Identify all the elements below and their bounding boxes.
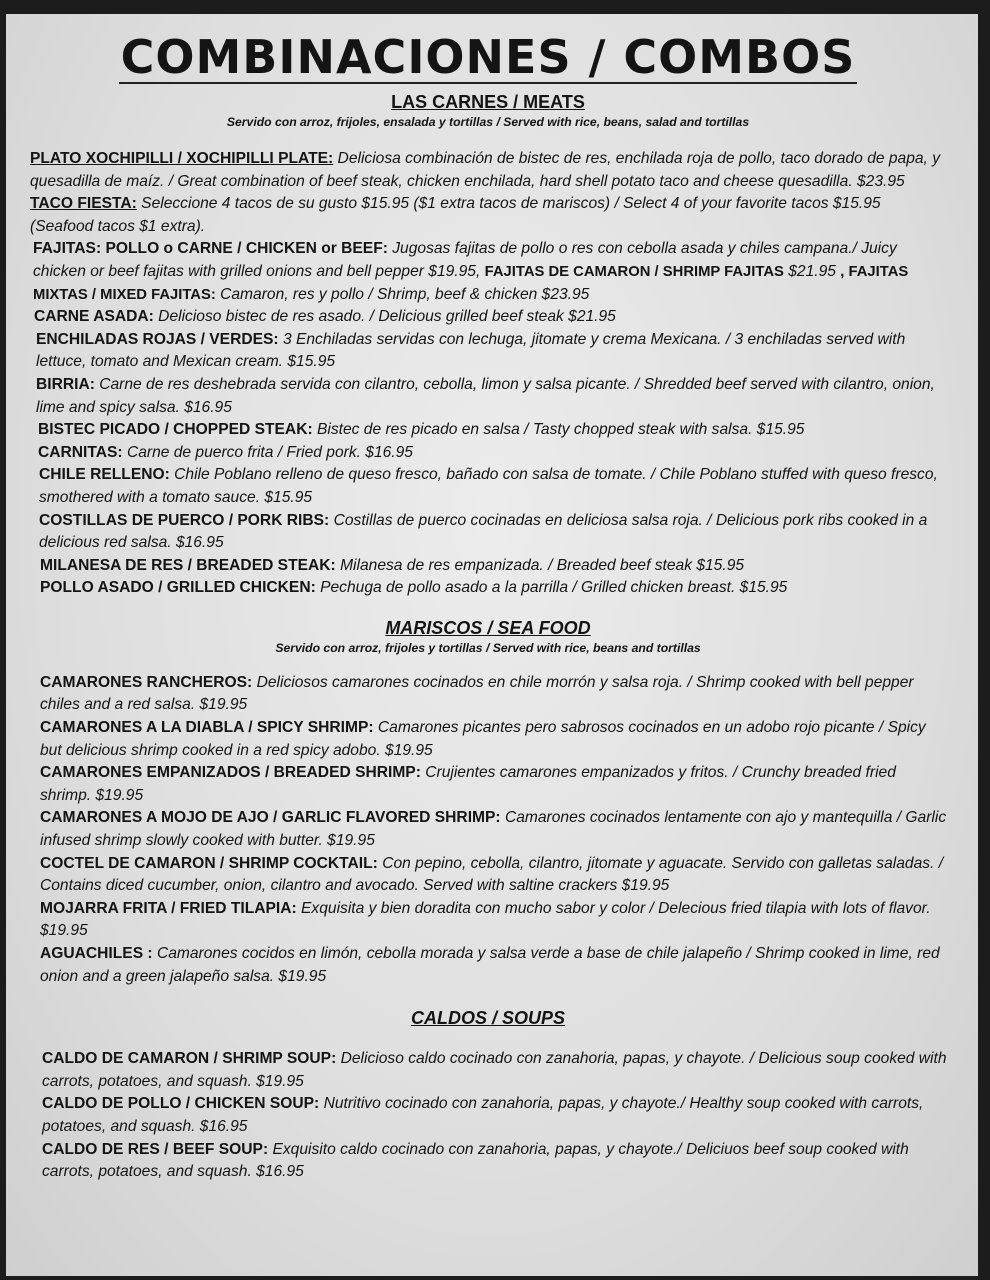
item-name: CAMARONES A MOJO DE AJO / GARLIC FLAVORED SHRIMP: — [40, 809, 501, 827]
menu-page — [6, 14, 978, 1276]
item-name: MOJARRA FRITA / FRIED TILAPIA: — [40, 899, 297, 917]
menu-item — [30, 193, 948, 238]
item-name: BIRRIA: — [36, 375, 95, 393]
menu-item — [30, 419, 948, 442]
meats-subheading: Servido con arroz, frijoles, ensalada y tortillas / Served with rice, beans, salad and tortillas — [226, 115, 750, 129]
menu-item — [30, 329, 948, 374]
item-desc: 3 Enchiladas servidas con lechuga, jitomate y crema Mexicana. / 3 enchiladas served with lettuce, tomato and Mexican cream. $15.95 — [36, 330, 906, 371]
item-name: CAMARONES EMPANIZADOS / BREADED SHRIMP: — [40, 764, 421, 782]
menu-item — [40, 943, 948, 988]
item-desc: Nutritivo cocinado con zanahoria, papas, y chayote./ Healthy soup cooked with carrots, potatoes, and squash. $16.95 — [42, 1095, 924, 1135]
meats-list — [28, 148, 948, 600]
item-name: FAJITAS: POLLO o CARNE / CHICKEN or BEEF: — [33, 240, 388, 258]
item-name: AGUACHILES : — [40, 945, 153, 962]
menu-item — [42, 1093, 948, 1138]
item-desc: Jugosas fajitas de pollo o res con cebolla asada y chiles campana./ Juicy chicken or beef fajitas with grilled onions and bell pepper $19.95, — [33, 240, 897, 280]
item-name: CARNITAS: — [38, 443, 123, 461]
item-desc: Milanesa de res empanizada. / Breaded beef steak $15.95 — [335, 556, 745, 574]
menu-item — [30, 442, 948, 465]
item-desc: Costillas de puerco cocinadas en deliciosa salsa roja. / Delicious pork ribs cooked in a delicious red salsa. $16.95 — [39, 511, 928, 552]
item-name: PLATO XOCHIPILLI / XOCHIPILLI PLATE: — [30, 150, 334, 167]
item-name: TACO FIESTA: — [30, 195, 137, 213]
menu-item — [30, 555, 948, 578]
item-name: CARNE ASADA: — [34, 308, 154, 326]
menu-item — [30, 238, 948, 306]
item-desc: Camarones picantes pero sabrosos cocinados en un adobo rojo picante / Spicy but delicious shrimp cooked in a red spicy adobo. $19.95 — [40, 719, 926, 759]
item-name: COSTILLAS DE PUERCO / PORK RIBS: — [39, 511, 330, 529]
item-desc-tertiary: Camaron, res y pollo / Shrimp, beef & chicken $23.95 — [215, 285, 590, 303]
item-name: CAMARONES A LA DIABLA / SPICY SHRIMP: — [40, 719, 374, 737]
item-desc: Crujientes camarones empanizados y fritos. / Crunchy breaded fried shrimp. $19.95 — [40, 764, 896, 804]
menu-item — [42, 1048, 948, 1093]
item-desc: Con pepino, cebolla, cilantro, jitomate y aguacate. Servido con galletas saladas. / Contains diced cucumber, onion, cilantro and avocado. Served with saltine crackers $19.95 — [40, 854, 944, 895]
menu-item — [30, 374, 948, 419]
meats-heading: LAS CARNES / MEATS — [391, 92, 585, 112]
item-name: MILANESA DE RES / BREADED STEAK: — [40, 556, 336, 574]
page-title-text: COMBINACIONES / COMBOS — [120, 30, 856, 84]
menu-item — [30, 148, 948, 193]
item-desc: Carne de puerco frita / Fried pork. $16.95 — [122, 443, 413, 461]
item-desc: Delicioso caldo cocinado con zanahoria, papas, y chayote. / Delicious soup cooked with carrots, potatoes, and squash. $19.95 — [42, 1050, 947, 1090]
item-desc: Seleccione 4 tacos de su gusto $15.95 ($1 extra tacos de mariscos) / Select 4 of your favorite tacos $15.95 (Seafood tacos $1 extra). — [30, 195, 881, 235]
menu-item — [40, 853, 948, 898]
item-desc: Bistec de res picado en salsa / Tasty chopped steak with salsa. $15.95 — [312, 421, 805, 439]
item-desc-secondary: $21.95 — [783, 262, 841, 280]
item-desc: Pechuga de pollo asado a la parrilla / Grilled chicken breast. $15.95 — [315, 579, 788, 597]
item-name: CALDO DE RES / BEEF SOUP: — [42, 1140, 269, 1158]
item-name: BISTEC PICADO / CHOPPED STEAK: — [38, 421, 313, 439]
menu-item — [30, 464, 948, 509]
seafood-heading: MARISCOS / SEA FOOD — [385, 617, 591, 638]
item-desc: Camarones cocidos en limón, cebolla morada y salsa verde a base de chile jalapeño / Shrimp cooked in lime, red onion and a green jalapeño salsa. $19.95 — [40, 945, 940, 985]
soups-heading: CALDOS / SOUPS — [410, 1008, 566, 1029]
item-desc: Deliciosos camarones cocinados en chile morrón y salsa roja. / Shrimp cooked with bell pepper chiles and a red salsa. $19.95 — [40, 673, 914, 714]
item-name: CHILE RELLENO: — [39, 466, 170, 484]
item-desc: Chile Poblano relleno de queso fresco, bañado con salsa de tomate. / Chile Poblano stuffed with queso fresco, smothered with a tomato sauce. $15.95 — [39, 466, 938, 506]
item-desc: Carne de res deshebrada servida con cilantro, cebolla, limon y salsa picante. / Shredded beef served with cilantro, onion, lime and spicy salsa. $16.95 — [36, 375, 935, 416]
menu-item — [30, 510, 948, 555]
item-desc: Exquisito caldo cocinado con zanahoria, papas, y chayote./ Deliciuos beef soup cooked with carrots, potatoes, and squash. $16.95 — [42, 1140, 909, 1181]
menu-item — [40, 717, 948, 762]
item-desc: Delicioso bistec de res asado. / Delicious grilled beef steak $21.95 — [153, 308, 616, 326]
item-name: POLLO ASADO / GRILLED CHICKEN: — [40, 579, 316, 597]
menu-item — [40, 762, 948, 807]
item-desc: Camarones cocinados lentamente con ajo y mantequilla / Garlic infused shrimp slowly cooked with butter. $19.95 — [40, 809, 947, 850]
menu-item — [40, 898, 948, 943]
page-title — [28, 32, 948, 84]
item-name-tertiary: , FAJITAS MIXTAS / MIXED FAJITAS: — [33, 263, 909, 303]
menu-item — [30, 306, 948, 329]
item-desc: Deliciosa combinación de bistec de res, enchilada roja de pollo, taco dorado de papa, y quesadilla de maíz. / Great combination of beef steak, chicken enchilada, hard shell potato taco and cheese quesadilla. $23.95 — [30, 150, 941, 190]
seafood-subheading: Servido con arroz, frijoles y tortillas / Served with rice, beans and tortillas — [275, 640, 701, 655]
menu-item — [42, 1139, 948, 1184]
item-name: ENCHILADAS ROJAS / VERDES: — [36, 330, 279, 348]
seafood-list — [28, 672, 948, 988]
item-name: COCTEL DE CAMARON / SHRIMP COCKTAIL: — [40, 854, 378, 872]
menu-item — [40, 807, 948, 852]
item-name: CAMARONES RANCHEROS: — [40, 673, 253, 691]
menu-item — [30, 577, 948, 600]
item-name-secondary: FAJITAS DE CAMARON / SHRIMP FAJITAS — [484, 263, 784, 280]
soups-list — [28, 1048, 948, 1184]
item-name: CALDO DE CAMARON / SHRIMP SOUP: — [42, 1050, 337, 1068]
item-desc: Exquisita y bien doradita con mucho sabor y color / Delecious fried tilapia with lots of flavor. $19.95 — [40, 899, 931, 940]
item-name: CALDO DE POLLO / CHICKEN SOUP: — [42, 1095, 320, 1113]
menu-item — [40, 672, 948, 717]
